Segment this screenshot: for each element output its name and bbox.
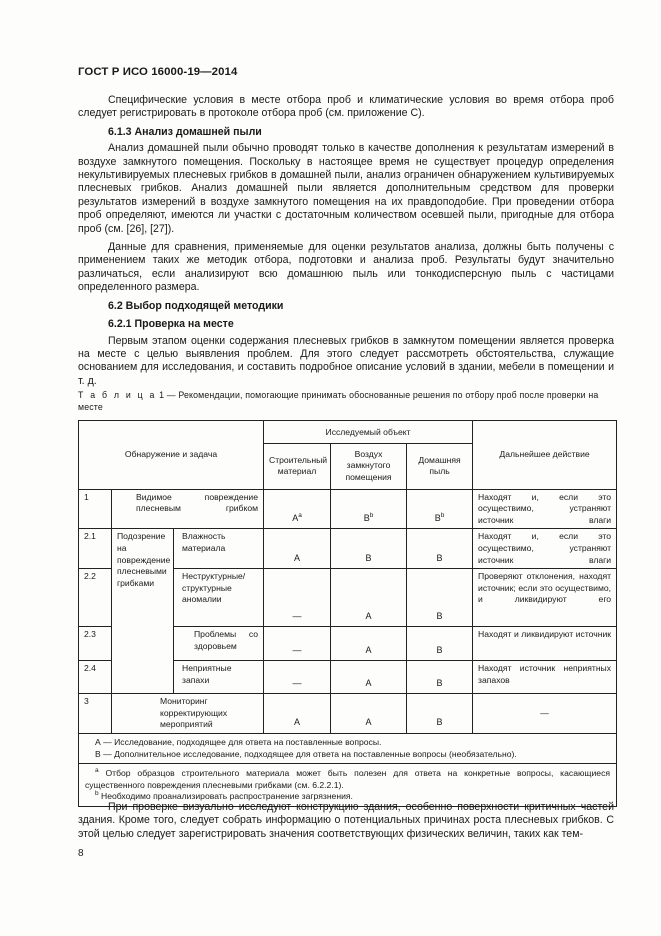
table-caption-label: Т а б л и ц а xyxy=(78,390,157,400)
cell-house-dust: B xyxy=(407,694,473,734)
row-action: Находят и, если это осуществимо, устраняют источник влаги xyxy=(473,529,617,569)
cell-indoor-air: $B^b$ xyxy=(331,489,407,529)
paragraph-sampling-conditions: Специфические условия в месте отбора проб и климатические условия во время отбора проб следует регистрировать в протоколе отбора проб (см. приложение С). xyxy=(78,94,614,120)
table-row xyxy=(79,694,617,734)
row-group-suspicion: Подозрение на повреждение плесневыми грибками xyxy=(112,529,174,694)
row-number: 2.1 xyxy=(79,529,112,569)
cell-building-material: A xyxy=(264,694,331,734)
row-task: Неструктурные/структурные аномалии xyxy=(174,569,264,627)
recommendations-table xyxy=(78,420,617,807)
table-row xyxy=(79,529,617,569)
head-indoor-air: Воздух замкнутого помещения xyxy=(331,443,407,489)
row-action: Находят и ликвидируют источник xyxy=(473,627,617,661)
cell-building-material: A xyxy=(264,529,331,569)
row-number: 2.3 xyxy=(79,627,112,661)
cell-building-material: $A^a$ xyxy=(264,489,331,529)
section-heading-6-2: 6.2 Выбор подходящей методики xyxy=(108,299,284,312)
paragraph-visual-inspection: При проверке визуально исследуют конструкцию здания, особенно поверхности критичных частей здания. Кроме того, следует собрать информацию о потенциальных причинах роста плесневых грибков. С этой целью следует зарегистрировать значения соответствующих физических величин, таких как тем- xyxy=(78,801,614,840)
row-number: 3 xyxy=(79,694,112,734)
cell-building-material: — xyxy=(264,569,331,627)
section-heading-6-1-3: 6.1.3 Анализ домашней пыли xyxy=(108,125,262,138)
table-legend-row xyxy=(79,733,617,763)
head-further-action: Дальнейшее действие xyxy=(473,421,617,490)
paragraph-comparison-data: Данные для сравнения, применяемые для оценки результатов анализа, должны быть получены с применением таких же методик отбора, подготовки и анализа проб. Результаты будут значительно различаться, если анализируют всю домашнюю пыль или тонкодисперсную пыль с частицами определенного размера. xyxy=(78,241,614,294)
cell-house-dust: B xyxy=(407,569,473,627)
row-task: Проблемы со здоровьем xyxy=(174,627,264,661)
table-head-row-1 xyxy=(79,421,617,444)
cell-indoor-air: A xyxy=(331,627,407,661)
table-legend xyxy=(79,733,617,763)
cell-house-dust: B xyxy=(407,661,473,694)
row-number: 2.2 xyxy=(79,569,112,627)
cell-indoor-air: B xyxy=(331,529,407,569)
text-block-bottom xyxy=(78,801,614,841)
table-caption-text: 1 — Рекомендации, помогающие принимать обоснованные решения по отбору проб после проверки на месте xyxy=(78,390,599,412)
row-number: 2.4 xyxy=(79,661,112,694)
text-block-top xyxy=(78,94,614,388)
cell-indoor-air: A xyxy=(331,661,407,694)
footnote-b: $^b$ Необходимо проанализировать распространение загрязнения. xyxy=(95,790,353,802)
page-number: 8 xyxy=(78,848,84,859)
head-detection-task: Обнаружение и задача xyxy=(79,421,264,490)
cell-house-dust: B xyxy=(407,529,473,569)
head-building-material: Строительный материал xyxy=(264,443,331,489)
row-task: Влажность материала xyxy=(174,529,264,569)
paragraph-house-dust: Анализ домашней пыли обычно проводят только в качестве дополнения к результатам измерений в воздухе замкнутого помещения. Поскольку в настоящее время не существует процедур определения некультивируемых плесневых грибков в домашней пыли, анализ ограничен обнаружением культивируемых плесневых грибков. Анализ домашней пыли является дополнительным средством для проверки результатов измерений в воздухе замкнутого помещения на их правдоподобие. При проведении отбора проб определяют, имеются ли участки с достаточным количеством осевшей пыли, пригодные для отбора проб (см. [26], [27]). xyxy=(78,142,614,235)
legend-a: А — Исследование, подходящее для ответа на поставленные вопросы. xyxy=(95,736,382,747)
row-action: — xyxy=(473,694,617,734)
document-header: ГОСТ Р ИСО 16000-19—2014 xyxy=(78,66,238,78)
legend-b: В — Дополнительное исследование, подходящее для ответа на поставленные вопросы (необязательно). xyxy=(95,748,517,759)
cell-indoor-air: A xyxy=(331,694,407,734)
row-task: Неприятные запахи xyxy=(174,661,264,694)
head-house-dust: Домашняя пыль xyxy=(407,443,473,489)
cell-house-dust: B xyxy=(407,627,473,661)
table-caption xyxy=(78,389,618,413)
head-investigated-object: Исследуемый объект xyxy=(264,421,473,444)
row-action: Находят источник неприятных запахов xyxy=(473,661,617,694)
row-task: Видимое повреждение плесневым грибком xyxy=(112,489,264,529)
row-task: Мониторинг корректирующих мероприятий xyxy=(112,694,264,734)
cell-building-material: — xyxy=(264,661,331,694)
cell-indoor-air: A xyxy=(331,569,407,627)
row-number: 1 xyxy=(79,489,112,529)
cell-house-dust: $B^b$ xyxy=(407,489,473,529)
table-footnotes-row xyxy=(79,764,617,807)
row-action: Проверяют отклонения, находят источник; если это осуществимо, и ликвидируют его xyxy=(473,569,617,627)
row-action: Находят и, если это осуществимо, устраняют источник влаги xyxy=(473,489,617,529)
cell-building-material: — xyxy=(264,627,331,661)
table-row xyxy=(79,489,617,529)
paragraph-on-site-inspection: Первым этапом оценки содержания плесневых грибков в замкнутом помещении является проверка на месте с целью выявления проблем. Для этого следует рассмотреть обстоятельства, служащие основанием для исследования, и составить подробное описание условий в здании, мебели в помещении и т. д. xyxy=(78,334,614,387)
footnote-a: $^a$ Отбор образцов строительного материала может быть полезен для ответа на конкретные вопросы, касающиеся существенного повреждения плесневыми грибками (см. 6.2.2.1). xyxy=(85,767,611,790)
table-footnotes xyxy=(79,764,617,807)
section-heading-6-2-1: 6.2.1 Проверка на месте xyxy=(108,318,234,331)
